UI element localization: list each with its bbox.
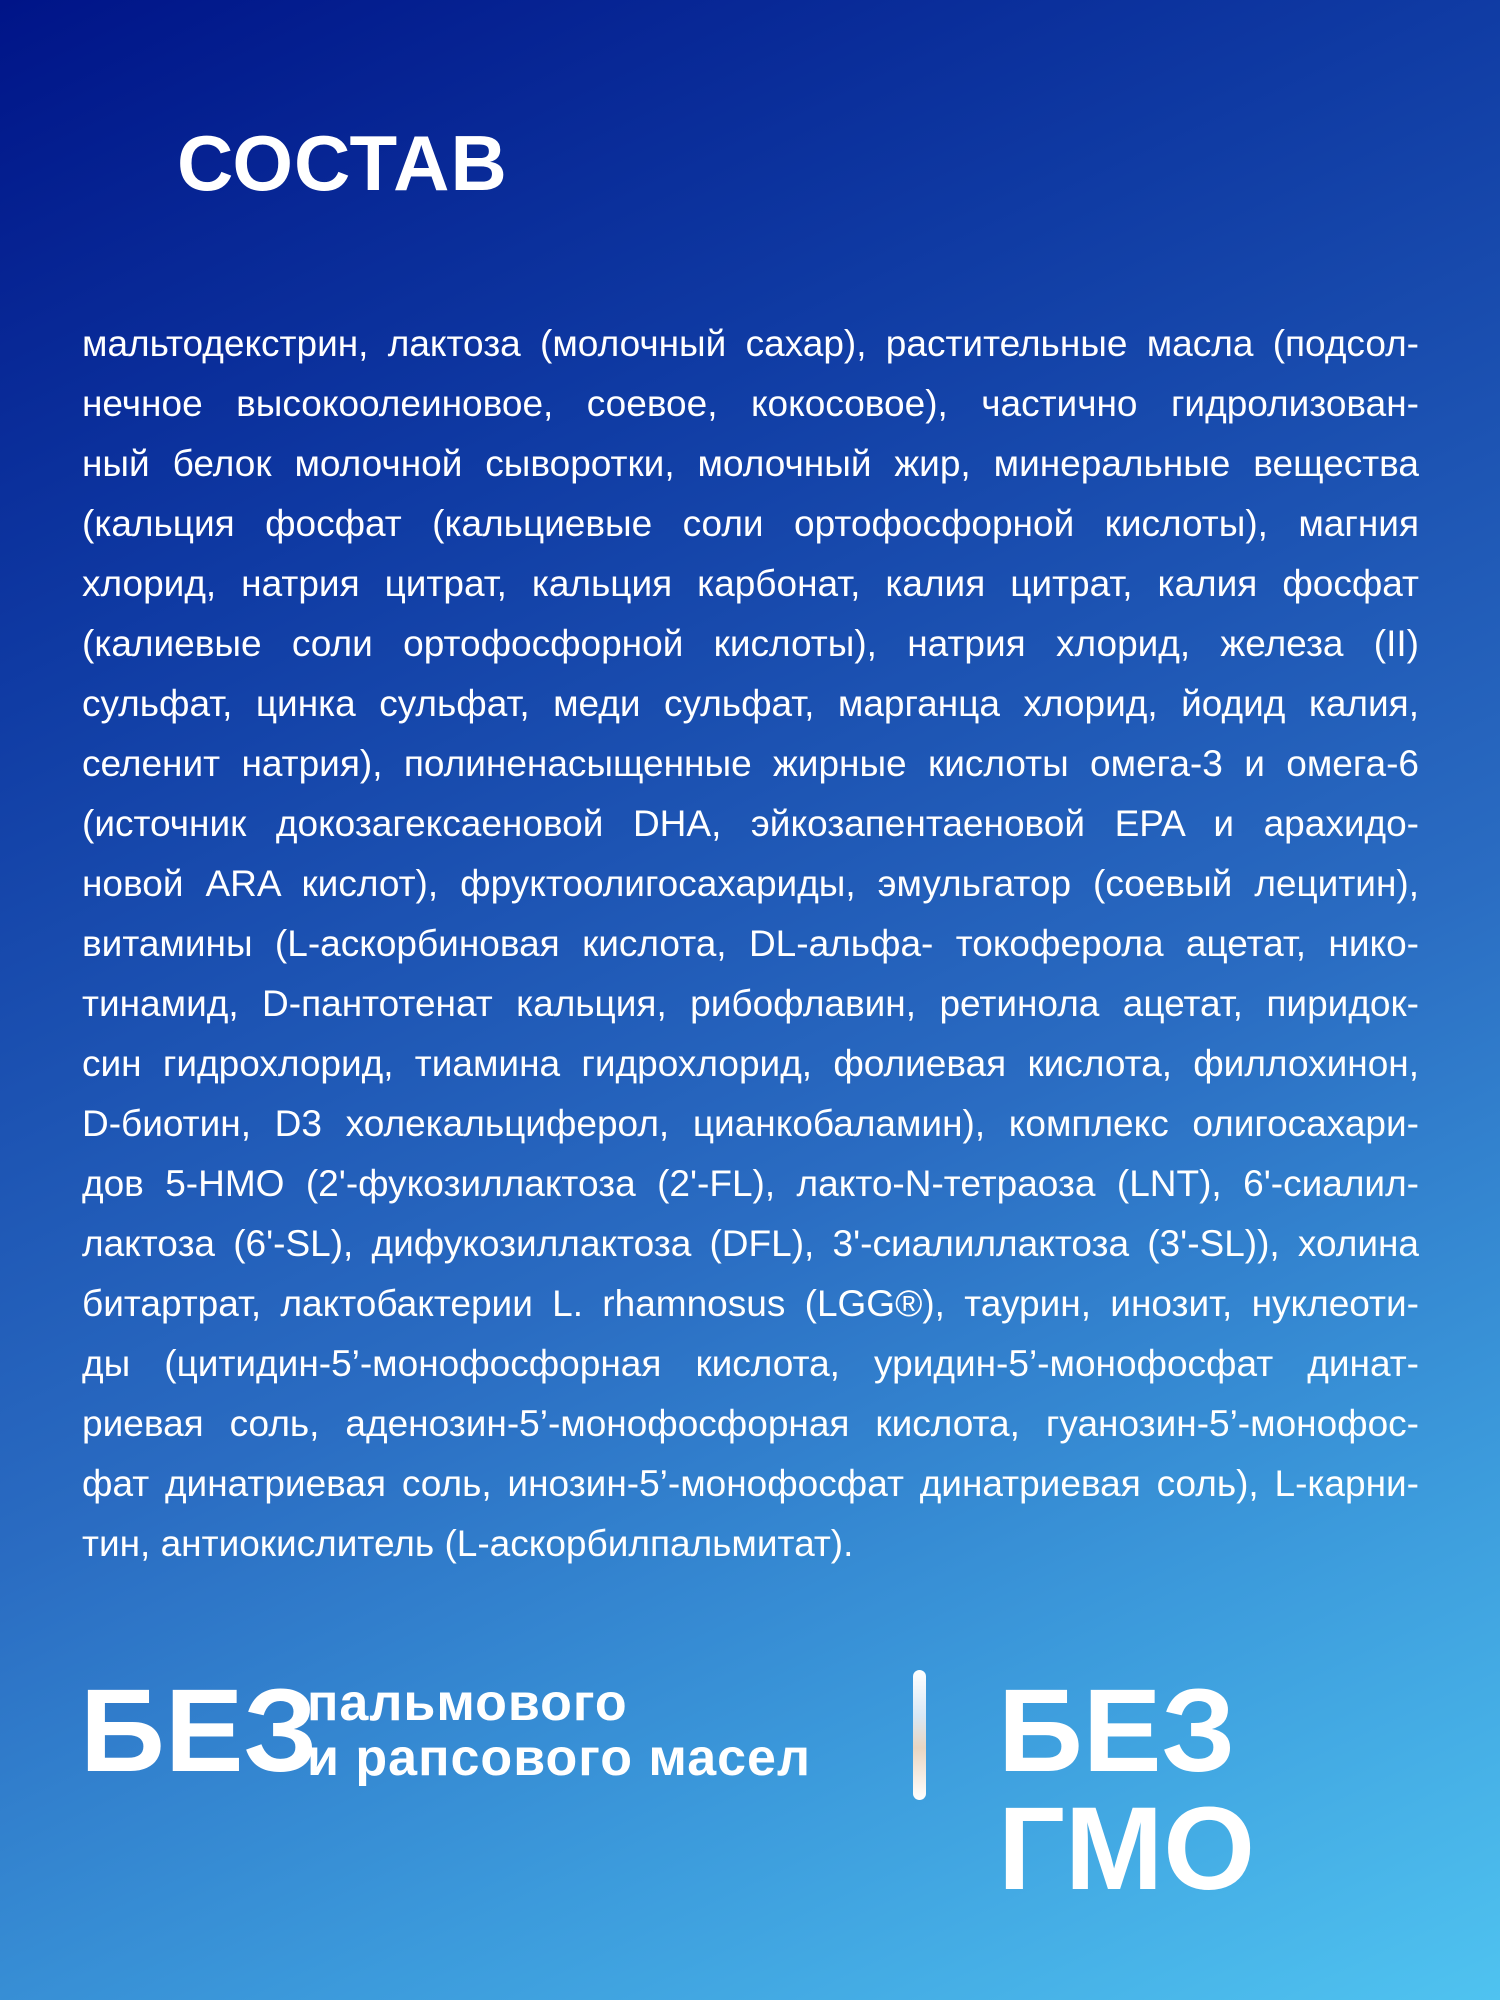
composition-line: ный белок молочной сыворотки, молочный жир, минеральные вещества: [82, 443, 1419, 484]
composition-line: ды (цитидин-5’-монофосфорная кислота, уридин-5’-монофосфат динат-: [82, 1343, 1419, 1384]
page-title: СОСТАВ: [177, 119, 508, 207]
composition-line: селенит натрия), полиненасыщенные жирные кислоты омега-3 и омега-6: [82, 743, 1419, 784]
composition-line: лактоза (6'-SL), дифукозиллактоза (DFL), 3'-сиалиллактоза (3'-SL)), холина: [82, 1223, 1419, 1264]
composition-line: (источник докозагексаеновой DHA, эйкозапентаеновой EPA и арахидо-: [82, 803, 1419, 844]
composition-line: риевая соль, аденозин-5’-монофосфорная кислота, гуанозин-5’-монофос-: [82, 1403, 1419, 1444]
composition-line: фат динатриевая соль, инозин-5’-монофосфат динатриевая соль), L-карни-: [82, 1463, 1419, 1504]
no-palm-oil-line1: пальмового: [307, 1674, 628, 1732]
no-palm-oil-line2: и рапсового масел: [307, 1729, 811, 1787]
composition-line: мальтодекстрин, лактоза (молочный сахар), растительные масла (подсол-: [82, 323, 1419, 364]
composition-line: син гидрохлорид, тиамина гидрохлорид, фолиевая кислота, филлохинон,: [82, 1043, 1419, 1084]
composition-line: нечное высокоолеиновое, соевое, кокосовое), частично гидролизован-: [82, 383, 1419, 424]
divider: [913, 1670, 926, 1800]
no-palm-oil-big-label: БЕЗ: [80, 1665, 318, 1797]
composition-line: битартрат, лактобактерии L. rhamnosus (LGG®), таурин, инозит, нуклеоти-: [82, 1283, 1419, 1324]
composition-line: (кальция фосфат (кальциевые соли ортофосфорной кислоты), магния: [82, 503, 1419, 544]
composition-line: D-биотин, D3 холекальциферол, цианкобаламин), комплекс олигосахари-: [82, 1103, 1419, 1144]
no-palm-oil-caption: [307, 1676, 811, 1786]
no-gmo-label: БЕЗ ГМО: [998, 1665, 1255, 1915]
composition-line: сульфат, цинка сульфат, меди сульфат, марганца хлорид, йодид калия,: [82, 683, 1419, 724]
composition-line: тинамид, D-пантотенат кальция, рибофлавин, ретинола ацетат, пиридок-: [82, 983, 1419, 1024]
composition-line: дов 5-HMO (2'-фукозиллактоза (2'-FL), лакто-N-тетраоза (LNT), 6'-сиалил-: [82, 1163, 1419, 1204]
composition-line: хлорид, натрия цитрат, кальция карбонат, калия цитрат, калия фосфат: [82, 563, 1419, 604]
composition-line: тин, антиокислитель (L-аскорбилпальмитат).: [82, 1523, 854, 1564]
composition-line: витамины (L-аскорбиновая кислота, DL-альфа- токоферола ацетат, нико-: [82, 923, 1419, 964]
composition-line: (калиевые соли ортофосфорной кислоты), натрия хлорид, железа (II): [82, 623, 1419, 664]
composition-text: [82, 314, 1419, 1574]
composition-line: новой ARA кислот), фруктоолигосахариды, эмульгатор (соевый лецитин),: [82, 863, 1419, 904]
